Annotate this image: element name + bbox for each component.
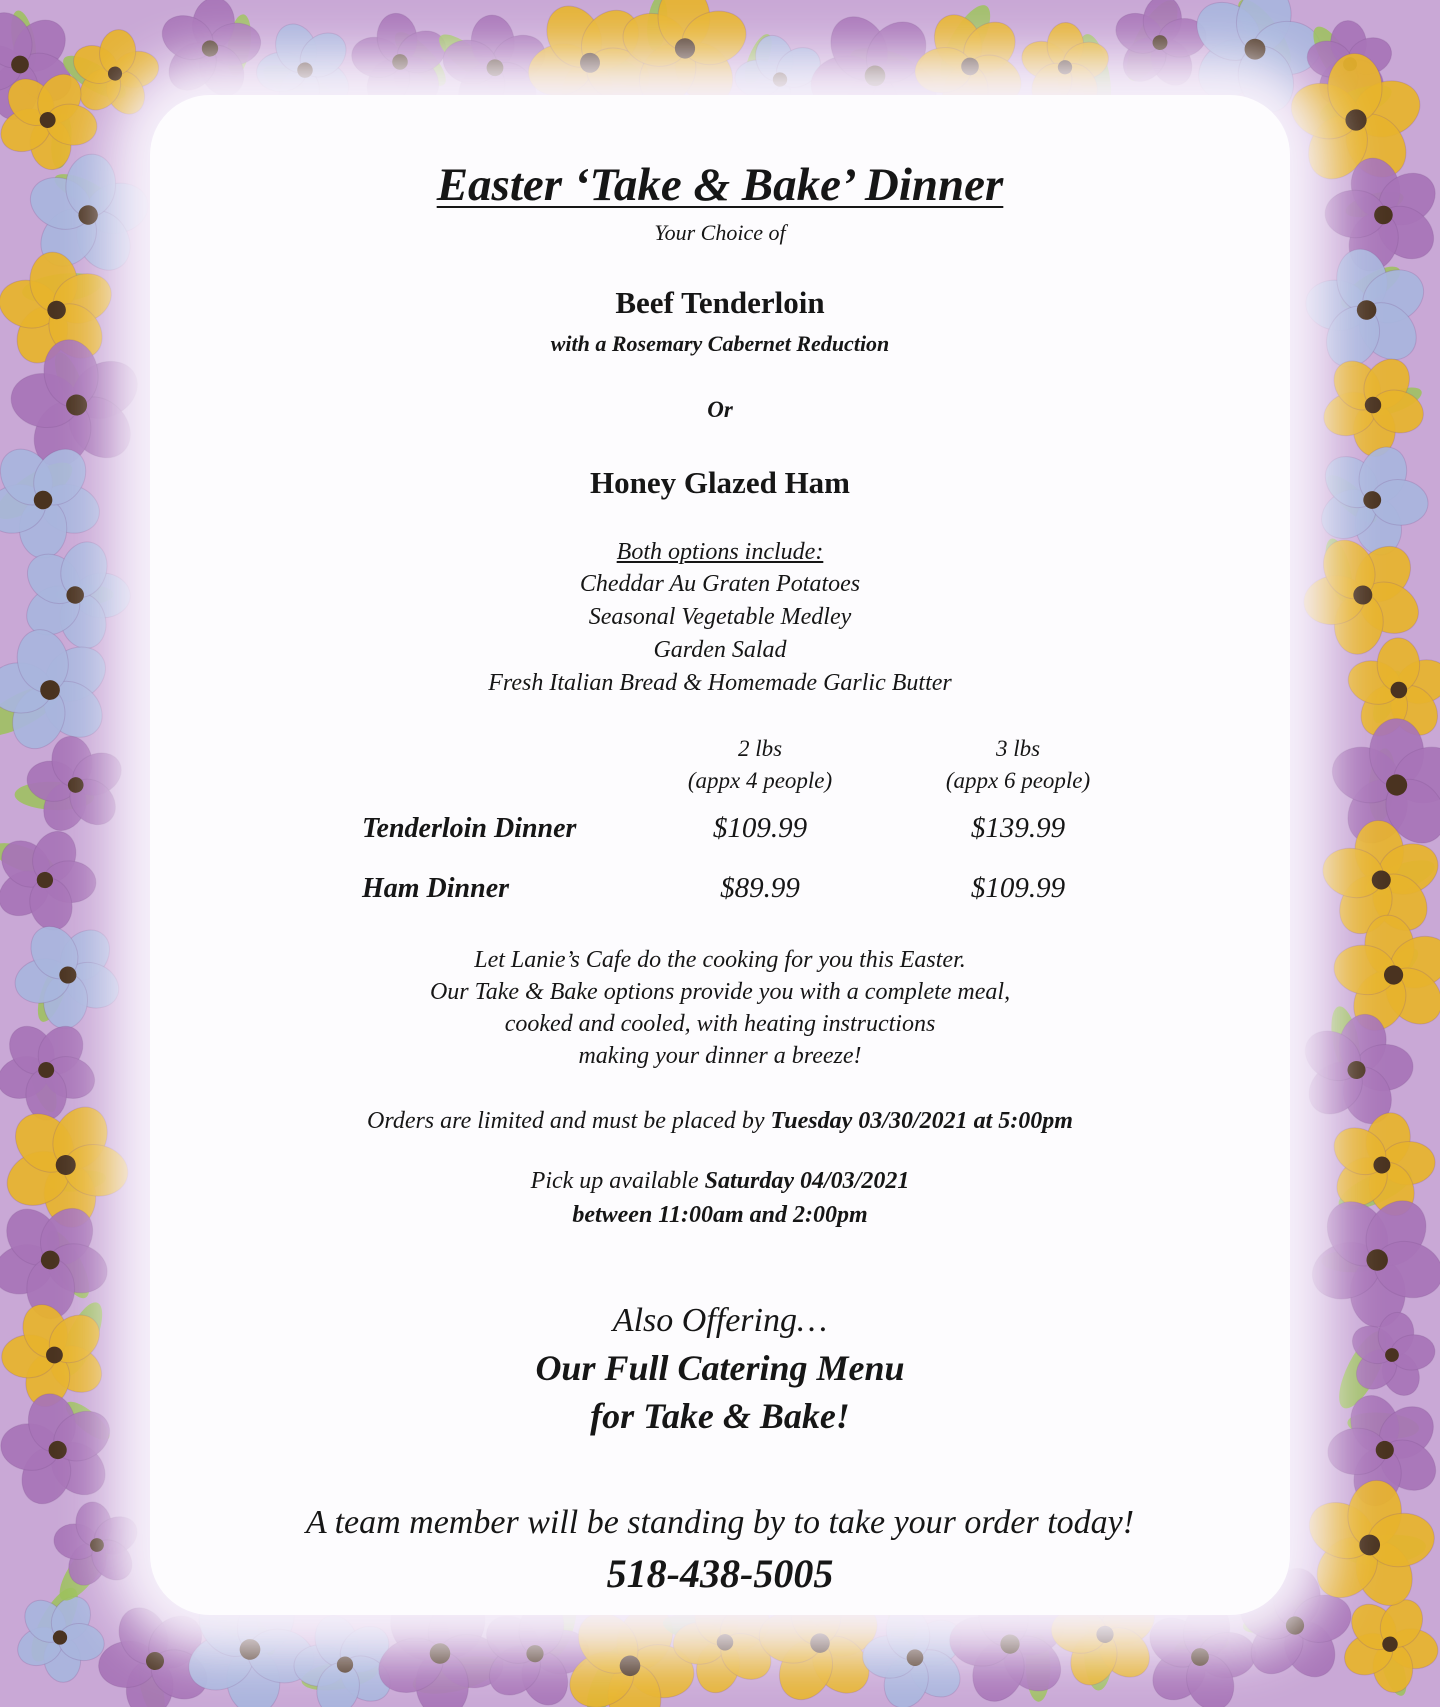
col2-weight: 3 lbs <box>995 736 1041 761</box>
include-item: Cheddar Au Graten Potatoes <box>579 571 861 597</box>
standby-message: A team member will be standing by to take your order today! <box>305 1504 1135 1541</box>
col1-weight: 2 lbs <box>737 736 783 761</box>
description-line: Let Lanie’s Cafe do the cooking for you this Easter. <box>474 947 966 973</box>
row-tenderloin-name: Tenderloin Dinner <box>362 813 577 844</box>
catering-line-2: for Take & Bake! <box>590 1396 850 1436</box>
choice-intro: Your Choice of <box>654 220 786 245</box>
pickup-info <box>0 1168 1440 1195</box>
description-line: Our Take & Bake options provide you with a complete meal, <box>429 979 1011 1005</box>
phone-number: 518-438-5005 <box>606 1551 834 1596</box>
row-tenderloin-price-3lbs: $139.99 <box>970 812 1066 844</box>
pickup-window: between 11:00am and 2:00pm <box>572 1202 868 1228</box>
row-tenderloin-price-2lbs: $109.99 <box>712 812 808 844</box>
include-item: Garden Salad <box>653 637 787 663</box>
order-deadline-date: Tuesday 03/30/2021 at 5:00pm <box>770 1108 1073 1134</box>
include-item: Fresh Italian Bread & Homemade Garlic Butter <box>488 670 952 696</box>
col2-serves: (appx 6 people) <box>945 768 1091 793</box>
option-honey-ham: Honey Glazed Ham <box>589 465 851 500</box>
flyer-title: Easter ‘Take & Bake’ Dinner <box>436 159 1004 211</box>
include-item: Seasonal Vegetable Medley <box>588 604 852 630</box>
includes-heading: Both options include: <box>616 539 824 565</box>
order-deadline <box>0 1108 1440 1135</box>
or-divider: Or <box>707 397 733 422</box>
row-ham-name: Ham Dinner <box>362 873 510 904</box>
description-line: cooked and cooled, with heating instructions <box>504 1011 936 1037</box>
col1-serves: (appx 4 people) <box>687 768 833 793</box>
row-ham-price-3lbs: $109.99 <box>970 872 1066 904</box>
pickup-prefix: Pick up available <box>530 1168 705 1194</box>
catering-line-1: Our Full Catering Menu <box>535 1348 905 1388</box>
pickup-date: Saturday 04/03/2021 <box>704 1168 910 1194</box>
description-line: making your dinner a breeze! <box>578 1043 862 1069</box>
also-offering: Also Offering… <box>612 1302 828 1339</box>
order-deadline-prefix: Orders are limited and must be placed by <box>367 1108 771 1134</box>
option-beef-tenderloin: Beef Tenderloin <box>615 285 825 320</box>
option-beef-detail: with a Rosemary Cabernet Reduction <box>550 331 890 356</box>
row-ham-price-2lbs: $89.99 <box>720 872 800 904</box>
